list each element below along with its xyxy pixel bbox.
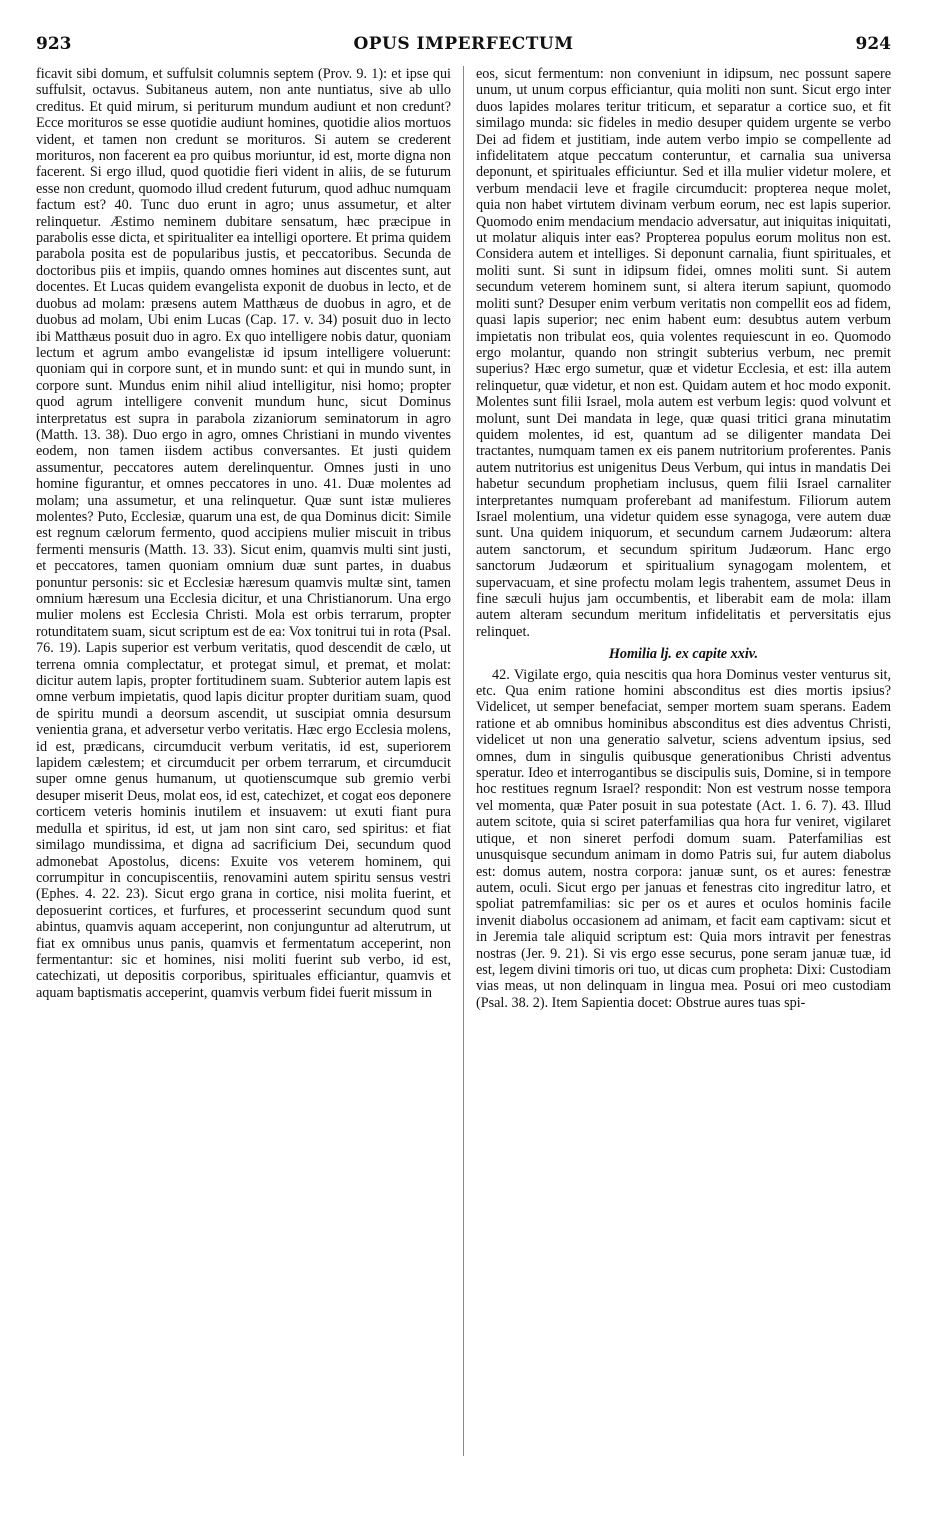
right-column-paragraph-1: eos, sicut fermentum: non conveniunt in idipsum, nec possunt sapere unum, ut unum corpus efficiantur, quia moliti non sunt. Sicut ergo inter duos lapides molares teritur triticum, et separatur a cortice suo, et fit similago munda: sic fideles in medio desuper quidem urgente se verbo Dei ad fidem et justitiam, inde autem verbo impio se compellente ad infidelitatem atque peccatum conteruntur, et carnalia sua universa deponunt, et spirituales efficiuntur. Sed et illa mulier videtur molere, et verbum mendacii leve et fragile circumducit: propterea neque molet, quia non habet virtutem divinam verbum eorum, nec est lapis superior. Quomodo enim mendacium mendacio adversatur, aut iniquitas iniquitati, ut molatur aliquis inter eas? Propterea populus eorum molitus non est. Considera autem et intelliges. Si deponunt carnalia, fiunt spirituales, et moliti sunt. Si sunt in idipsum fidei, omnes moliti sunt. Si autem secundum veterem hominem sunt, si altera iterum sapiunt, quomodo moliti sunt? Desuper enim verbum veritatis non compellit eos ad fidem, quasi lapis superior; nec enim habent eum: desubtus autem verbum impietatis non tribulat eos, quia volentes requiescunt in eo. Quomodo ergo molantur, quando non stringit subterius verbum, nec premit superius? Hæc ergo sumetur, quæ et videtur Ecclesia, et est: illa autem relinquetur, quæ videtur, et non est. Quidam autem et hoc modo exponit. Molentes sunt filii Israel, mola autem est verbum legis: quod volvunt et molunt, sunt Dei mandata in lege, quæ quasi tritici grana minutatim quidem molentes, id est, quantum ad se diligenter mandata Dei tractantes, numquam tamen ex eis panem nutritorium proferentes. Panis autem nutritorius est unigenitus Deus Verbum, qui intus in mandatis Dei habetur secundum prophetiam inclusus, quem filii Israel carnaliter interpretantes numquam proferebant ad manifestum. Filiorum autem Israel molentium, una videtur quidem esse synagoga, vere autem duæ sunt. Una quidem iniquorum, et secundum carnem Judæorum: altera autem sanctorum, et secundum spiritum Judæorum. Hanc ergo sanctorum Judæorum et spiritualium synagogam molentem, et supervacuam, et sine profectu molam legis trahentem, assumet Deus in fine sæculi hujus jam occumbentis, et liberabit eam de mola: illam autem alteram secundum meritum infidelitatis et perversitatis ejus relinquet. [476,66,891,640]
homily-heading: Homilia lj. ex capite xxiv. [608,646,759,663]
column-divider [463,66,464,1456]
left-column [36,66,451,1001]
right-column-paragraph-2: 42. Vigilate ergo, quia nescitis qua hora Dominus vester venturus sit, etc. Qua enim ratione homini absconditus est dies mortis ipsius? Videlicet, ut semper benefaciat, semper mortem suam sperans. Eadem ratione et ab omnibus hominibus absconditus est dies adventus Christi, videlicet ut non una generatio salvetur, sciens adventum ipsius, sed omnes, dum in singulis quibusque generationibus Christi adventus speratur. Ideo et interrogantibus se discipulis suis, Domine, si in tempore hoc restitues regnum Israel? respondit: Non est vestrum nosse tempora vel momenta, quæ Pater posuit in sua potestate (Act. 1. 6. 7). 43. Illud autem scitote, quia si sciret paterfamilias qua hora fur veniret, vigilaret utique, et non sineret perfodi domum suam. Paterfamilias est unusquisque secundum animam in domo Patris sui, fur autem diabolus est: domus autem, nostra corpora: januæ sunt, os et aures: fenestræ autem, oculi. Sicut ergo per januas et fenestras cito ingreditur latro, et spoliat patremfamilias: sic per os et aures et oculos hominis facile invenit diabolus occasionem ad animam, et facit eam captivam: sicut et in Jeremia tale aliquid scriptum est: Quia mors intravit per fenestras nostras (Jer. 9. 21). Si vis ergo esse securus, pone seram januæ tuæ, id est, legem divini timoris ori tuo, ut dicas cum propheta: Dixi: Custodiam vias meas, ut non delinquam in lingua mea. Posui ori meo custodiam (Psal. 38. 2). Item Sapientia docet: Obstrue aures tuas spi- [476,666,891,1011]
page-number-left: 923 [36,34,72,54]
left-column-text: ficavit sibi domum, et suffulsit columnis septem (Prov. 9. 1): et ipse qui suffulsit, octavus. Subitaneus autem, non ante nuntiatus, sive ab ullo creditus. Et quid mirum, si periturum mundum audiunt et non credunt? Ecce morituros se esse quotidie audiunt homines, quotidie alios mortuos vident, et tamen non credunt se morituros. Si autem se crederent morituros, non facerent ea pro quibus moriuntur, id est, morte digna non facerent. Si ergo illud, quod quotidie fieri vident in aliis, de se futurum esse non credunt, quomodo illud credent futurum, quod adhuc numquam factum est? 40. Tunc duo erunt in agro; unus assumetur, et alter relinquetur. Æstimo neminem dubitare sensatum, hæc præcipue in parabolis esse dicta, et spiritualiter ea intelligi oportere. Et prima quidem parabola posita est de popularibus justis, et peccatoribus. Secunda de doctoribus piis et impiis, quando omnes homines aut discentes sunt, aut docentes. Et Lucas quidem evangelista exponit de duobus in lecto, et de duobus ad molam: præsens autem Matthæus de duobus in agro, et de duobus ad molam, Ubi enim Lucas (Cap. 17. v. 34) posuit duo in lecto ibi Matthæus posuit duo in agro. Ex quo intelligere nobis datur, quoniam lectum et agrum ambo evangelistæ id ipsum intelligere voluerunt: quoniam qui in corpore sunt, et in mundo sunt: et qui in mundo sunt, in corpore sunt. Mundus enim nihil aliud intelligitur, nisi homo; propter quod agrum intelligere convenit mundum hunc, sicut Dominus interpretatus est supra in parabola zizaniorum seminatorum in agro (Matth. 13. 38). Duo ergo in agro, omnes Christiani in mundo viventes eodem, non tamen iisdem actibus conversantes. Et justi quidem assumentur, peccatores autem derelinquentur. Omnes justi in uno homine figurantur, et omnes peccatores in uno. 41. Duæ molentes ad molam; una assumetur, et una relinquetur. Quæ sunt istæ mulieres molentes? Puto, Ecclesiæ, quarum una est, de qua Dominus dicit: Simile est regnum cælorum fermento, quod accipiens mulier miscuit in tribus fermenti mensuris (Matth. 13. 33). Sicut enim, quamvis multi sint justi, et peccatores, tamen quoniam omnium duæ sunt partes, in duabus ponuntur personis: sic et Ecclesiæ hæresum quamvis multæ sint, tamen omnium hæresum una Ecclesia dicitur, et una Christianorum. Una ergo mulier molens est Ecclesia Christi. Mola est orbis terrarum, propter rotunditatem suam, sicut scriptum est de ea: Vox tonitrui tui in rota (Psal. 76. 19). Lapis superior est verbum veritatis, quod descendit de cælo, ut terrena omnia complectatur, et protegat simul, et premat, et molat: dicitur autem lapis, propter fortitudinem suam. Subterior autem lapis est omne verbum impietatis, quod lapis dicitur propter duritiam suam, quod de spiritu mundi a deorsum ascendit, ut suscipiat omnia desursum venientia grana, et adversetur verbo veritatis. Hæc ergo Ecclesia molens, id est, prædicans, circumducit verbum veritatis, id est, superiorem lapidem cælestem; et circumducit per orbem terrarum, et circumducit super omne genus humanum, ut quotienscumque sub gremio verbi desuper miserit Deus, molat eos, id est, catechizet, et cogat eos deponere corticem veteris hominis inutilem et insuavem: ut exuti fiant pura medulla et spiritus, id est, ut jam non sint caro, sed spiritus: et fiat similago mundissima, et digna ad sacrificium Dei, secundum quod admonebat Apostolus, dicens: Exuite vos veterem hominem, qui corrumpitur in concupiscentiis, renovamini autem spiritu sensus vestri (Ephes. 4. 22. 23). Sicut ergo grana in cortice, nisi molita fuerint, et deposuerint cortices, et furfures, et processerint secundum quod sunt abintus, quamvis aquam acceperint, non conjunguntur ad alterutrum, ut fiat ex omnibus unus panis, quamvis et fermentatum acceperint, non fermentantur: sic et homines, nisi moliti fuerint sub verbo, id est, catechizati, ut depositis corporibus, spirituales efficiantur, quamvis et aquam baptismatis acceperint, quamvis verbum fidei fuerit missum in [36,66,451,1001]
page-number-right: 924 [855,34,891,54]
right-column [476,66,891,1011]
running-title: OPUS IMPERFECTUM [353,34,574,54]
page-header [36,34,891,60]
